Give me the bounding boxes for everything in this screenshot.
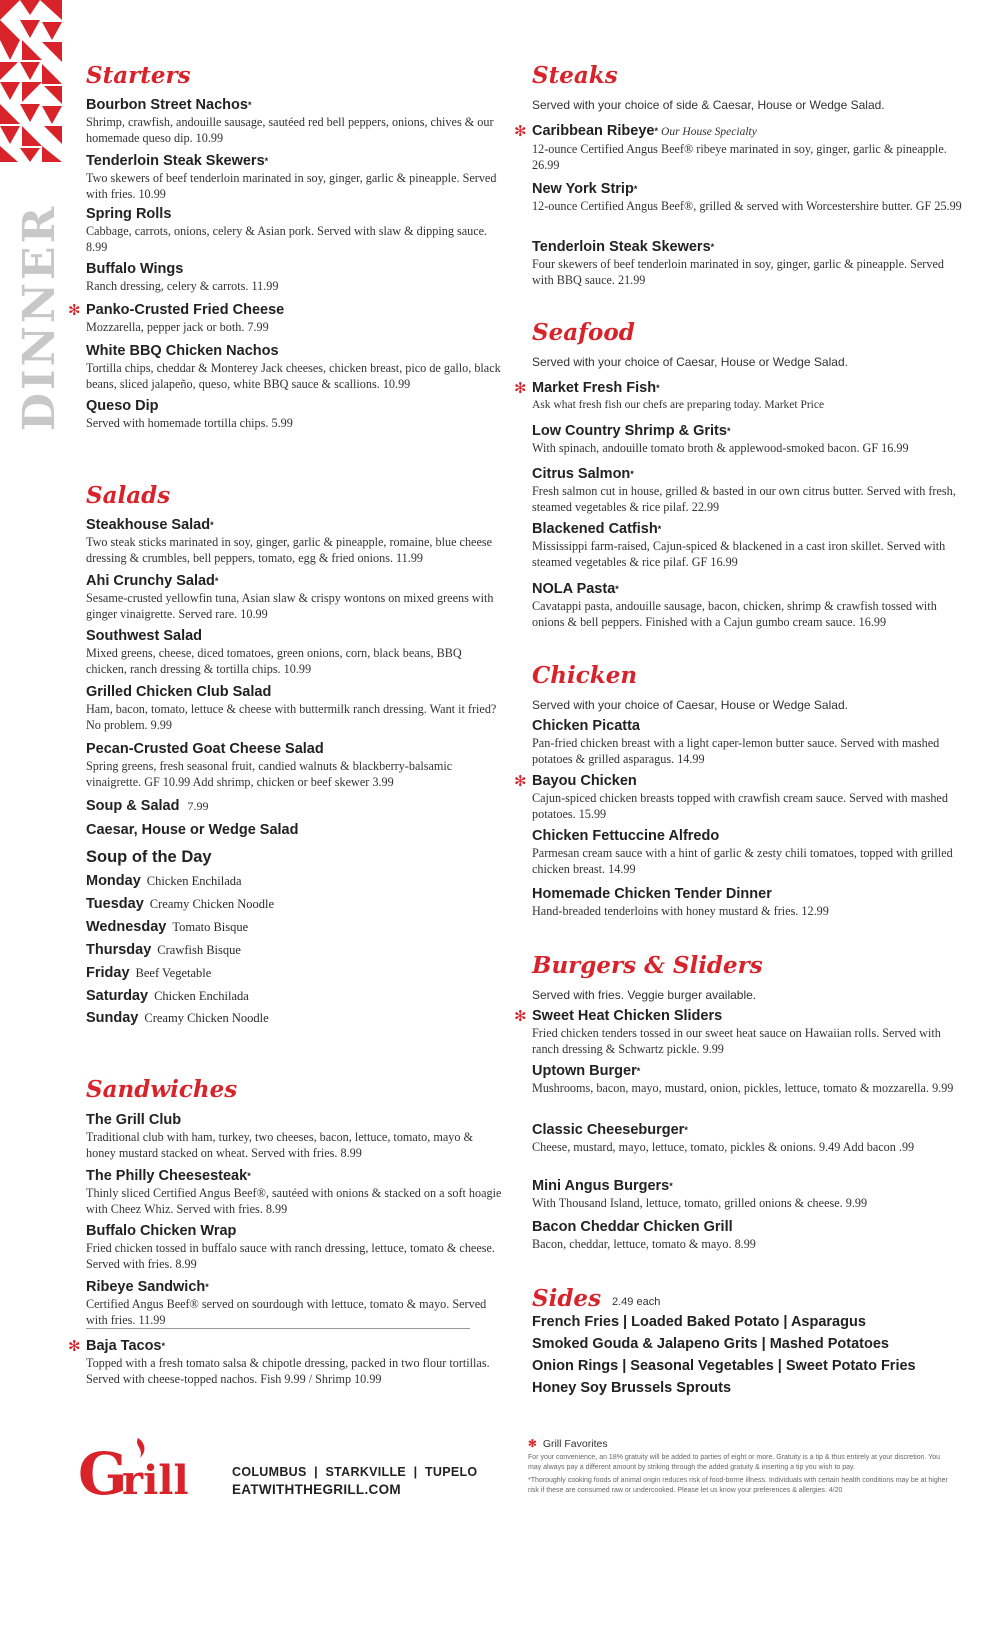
fine-print <box>528 1438 948 1496</box>
menu-item: Uptown Burger* Mushrooms, bacon, mayo, mustard, onion, pickles, lettuce, tomato & mozzarella. 9.99 <box>532 1063 954 1095</box>
menu-item: Bourbon Street Nachos* Shrimp, crawfish, andouille sausage, sautéed red bell peppers, onions, chives & our homemade queso dip. 10.99 <box>86 97 494 145</box>
house-salad: Caesar, House or Wedge Salad <box>86 822 299 838</box>
triangle-pattern-decoration <box>0 0 62 162</box>
menu-item: ✻ Baja Tacos* Topped with a fresh tomato salsa & chipotle dressing, packed in two flour tortillas. Served with cheese-topped nachos. Fish 9.99 / Shrimp 10.99 <box>68 1337 490 1386</box>
grill-favorites-legend: ✻ Grill Favorites <box>528 1438 608 1450</box>
grill-favorite-icon: ✻ <box>528 1438 537 1450</box>
menu-item: Mini Angus Burgers* With Thousand Island, lettuce, tomato, grilled onions & cheese. 9.99 <box>532 1178 868 1210</box>
menu-item: Tenderloin Steak Skewers* Two skewers of beef tenderloin marinated in soy, ginger, garlic & pineapple. Served with fries. 10.99 <box>86 153 497 201</box>
gratuity-note: For your convenience, an 18% gratuity will be added to parties of eight or more. Gratuity is a tip & thus entirely at your discretion. You may always pay a different amount by striking through the added gratuity & inserting a tip you wish to pay. <box>528 1454 941 1471</box>
dinner-side-label: DINNER <box>14 203 66 431</box>
sandwiches-title: Sandwiches <box>86 1076 238 1103</box>
burgers-title: Burgers & Sliders <box>532 952 763 979</box>
locations-block <box>232 1463 477 1499</box>
svg-text:rill: rill <box>122 1457 189 1504</box>
sides-line: Onion Rings | Seasonal Vegetables | Sweet Potato Fries <box>532 1358 916 1374</box>
soup-of-the-day-title: Soup of the Day <box>86 848 212 866</box>
soup-row: Saturday Chicken Enchilada <box>86 988 249 1004</box>
starters-title: Starters <box>86 62 191 89</box>
seafood-title: Seafood <box>532 319 635 346</box>
menu-item: NOLA Pasta* Cavatappi pasta, andouille sausage, bacon, chicken, shrimp & crawfish tossed with onions & bell peppers. Finished with a Cajun gumbo cream sauce. 16.99 <box>532 581 937 629</box>
menu-item: Ribeye Sandwich* Certified Angus Beef® served on sourdough with lettuce, tomato & mayo. Served with fries. 11.99 <box>86 1279 487 1327</box>
menu-item: ✻ Bayou Chicken Cajun-spiced chicken breasts topped with crawfish cream sauce. Served with mashed potatoes. 15.99 <box>514 772 948 821</box>
menu-item: White BBQ Chicken Nachos Tortilla chips, cheddar & Monterey Jack cheeses, chicken breast, pico de gallo, black beans, sliced jalapeño, queso, white BBQ sauce & scallions. 10.99 <box>86 343 501 391</box>
menu-item: ✻ Sweet Heat Chicken Sliders Fried chicken tenders tossed in our sweet heat sauce on Hawaiian rolls. Served with ranch dressing & Schwartz pickle. 9.99 <box>514 1007 941 1056</box>
menu-item: Steakhouse Salad* Two steak sticks marinated in soy, ginger, garlic & pineapple, romaine, blue cheese dressing & crumbles, bell peppers, tomato, egg & fried onions. 11.99 <box>86 517 493 565</box>
menu-item: Buffalo Wings Ranch dressing, celery & carrots. 11.99 <box>86 261 279 293</box>
grill-favorite-icon: ✻ <box>514 122 527 140</box>
menu-item: Chicken Picatta Pan-fried chicken breast with a light caper-lemon butter sauce. Served with mashed potatoes & grilled asparagus. 14.99 <box>532 718 940 766</box>
grill-favorite-icon: ✻ <box>514 1007 527 1025</box>
soup-row: Wednesday Tomato Bisque <box>86 919 249 935</box>
flame-icon <box>137 1438 144 1458</box>
menu-item: Classic Cheeseburger* Cheese, mustard, mayo, lettuce, tomato, pickles & onions. 9.49 Add bacon .99 <box>532 1122 915 1154</box>
menu-item: Blackened Catfish* Mississippi farm-raised, Cajun-spiced & blackened in a cast iron skillet. Served with steamed vegetables & rice pilaf. GF 16.99 <box>532 521 946 569</box>
sides-price-note: 2.49 each <box>612 1296 661 1308</box>
left-column <box>68 0 504 1420</box>
steaks-title: Steaks <box>532 62 618 89</box>
soup-and-salad: Soup & Salad 7.99 <box>86 798 209 814</box>
soup-row: Thursday Crawfish Bisque <box>86 942 241 958</box>
grill-favorite-icon: ✻ <box>68 1337 81 1355</box>
menu-item: ✻ Panko-Crusted Fried Cheese Mozzarella, pepper jack or both. 7.99 <box>68 301 285 334</box>
menu-item: Ahi Crunchy Salad* Sesame-crusted yellowfin tuna, Asian slaw & crispy wontons on mixed greens with ginger vinaigrette. Served rare. 10.99 <box>86 573 494 621</box>
soup-row: Friday Beef Vegetable <box>86 965 212 981</box>
menu-item: New York Strip* 12-ounce Certified Angus Beef®, grilled & served with Worcestershire butter. GF 25.99 <box>532 181 962 213</box>
menu-item: Spring Rolls Cabbage, carrots, onions, celery & Asian pork. Served with slaw & dipping sauce. 8.99 <box>86 206 488 254</box>
menu-item: ✻ Caribbean Ribeye* Our House Specialty 12-ounce Certified Angus Beef® ribeye marinated in soy, ginger, garlic & pineapple. 26.99 <box>514 122 947 172</box>
menu-item: Buffalo Chicken Wrap Fried chicken tossed in buffalo sauce with ranch dressing, lettuce, tomato & cheese. Served with fries. 8.99 <box>86 1223 495 1271</box>
menu-item: ✻ Market Fresh Fish* Ask what fresh fish our chefs are preparing today. Market Price <box>514 379 825 411</box>
chicken-subtitle: Served with your choice of Caesar, House or Wedge Salad. <box>532 698 848 712</box>
locations-line: COLUMBUS | STARKVILLE | TUPELO <box>232 1465 478 1479</box>
divider <box>86 1328 470 1329</box>
menu-item: Chicken Fettuccine Alfredo Parmesan cream sauce with a hint of garlic & zesty chili tomatoes, topped with grilled chicken breast. 14.99 <box>532 828 953 876</box>
svg-text:G: G <box>78 1440 128 1504</box>
grill-favorite-icon: ✻ <box>514 772 527 790</box>
menu-item: Tenderloin Steak Skewers* Four skewers of beef tenderloin marinated in soy, ginger, garlic & pineapple. Served with BBQ sauce. 21.99 <box>532 239 944 287</box>
menu-item: Queso Dip Served with homemade tortilla chips. 5.99 <box>86 398 293 430</box>
sides-title: Sides <box>532 1285 602 1312</box>
steaks-subtitle: Served with your choice of side & Caesar, House or Wedge Salad. <box>532 98 885 112</box>
burgers-subtitle: Served with fries. Veggie burger available. <box>532 988 757 1002</box>
grill-favorite-icon: ✻ <box>68 301 81 319</box>
salads-title: Salads <box>86 482 171 509</box>
menu-item: Citrus Salmon* Fresh salmon cut in house, grilled & basted in our own citrus butter. Served with fresh, steamed vegetables & rice pilaf. 22.99 <box>532 466 956 514</box>
menu-item: Grilled Chicken Club Salad Ham, bacon, tomato, lettuce & cheese with buttermilk ranch dressing. Want it fried? No problem. 9.99 <box>86 684 497 732</box>
sides-line: Honey Soy Brussels Sprouts <box>532 1380 732 1396</box>
health-note: *Thoroughly cooking foods of animal origin reduces risk of food-borne illness. Individuals with certain health conditions may be at higher risk if these are consumed raw or undercooked. Please let us know your preferences & allergies. 4/20 <box>528 1477 948 1494</box>
website-link[interactable]: EATWITHTHEGRILL.COM <box>232 1482 401 1497</box>
right-column <box>514 0 962 1420</box>
menu-item: Homemade Chicken Tender Dinner Hand-breaded tenderloins with honey mustard & fries. 12.99 <box>532 886 829 918</box>
grill-logo <box>78 1432 202 1504</box>
sides-line: French Fries | Loaded Baked Potato | Asparagus <box>532 1314 866 1330</box>
chicken-title: Chicken <box>532 662 638 689</box>
menu-item: Bacon Cheddar Chicken Grill Bacon, cheddar, lettuce, tomato & mayo. 8.99 <box>532 1219 756 1251</box>
soup-row: Tuesday Creamy Chicken Noodle <box>86 896 275 912</box>
grill-favorite-icon: ✻ <box>514 379 527 397</box>
menu-item: Southwest Salad Mixed greens, cheese, diced tomatoes, green onions, corn, black beans, BBQ chicken, ranch dressing & tortilla chips. 10.99 <box>86 628 462 676</box>
soup-row: Monday Chicken Enchilada <box>86 873 242 889</box>
menu-item: The Grill Club Traditional club with ham, turkey, two cheeses, bacon, lettuce, tomato, mayo & honey mustard stacked on wheat. Served with fries. 8.99 <box>86 1112 473 1160</box>
soup-row: Sunday Creamy Chicken Noodle <box>86 1010 269 1026</box>
seafood-subtitle: Served with your choice of Caesar, House or Wedge Salad. <box>532 355 848 369</box>
menu-item: Low Country Shrimp & Grits* With spinach, andouille tomato broth & applewood-smoked bacon. GF 16.99 <box>532 423 909 455</box>
menu-item: The Philly Cheesesteak* Thinly sliced Certified Angus Beef®, sautéed with onions & stacked on a soft hoagie with Cheez Whiz. Served with fries. 8.99 <box>86 1168 502 1216</box>
sides-line: Smoked Gouda & Jalapeno Grits | Mashed Potatoes <box>532 1336 889 1352</box>
menu-item: Pecan-Crusted Goat Cheese Salad Spring greens, fresh seasonal fruit, candied walnuts & blackberry-balsamic vinaigrette. GF 10.99 Add shrimp, chicken or beef skewer 3.99 <box>86 741 453 789</box>
